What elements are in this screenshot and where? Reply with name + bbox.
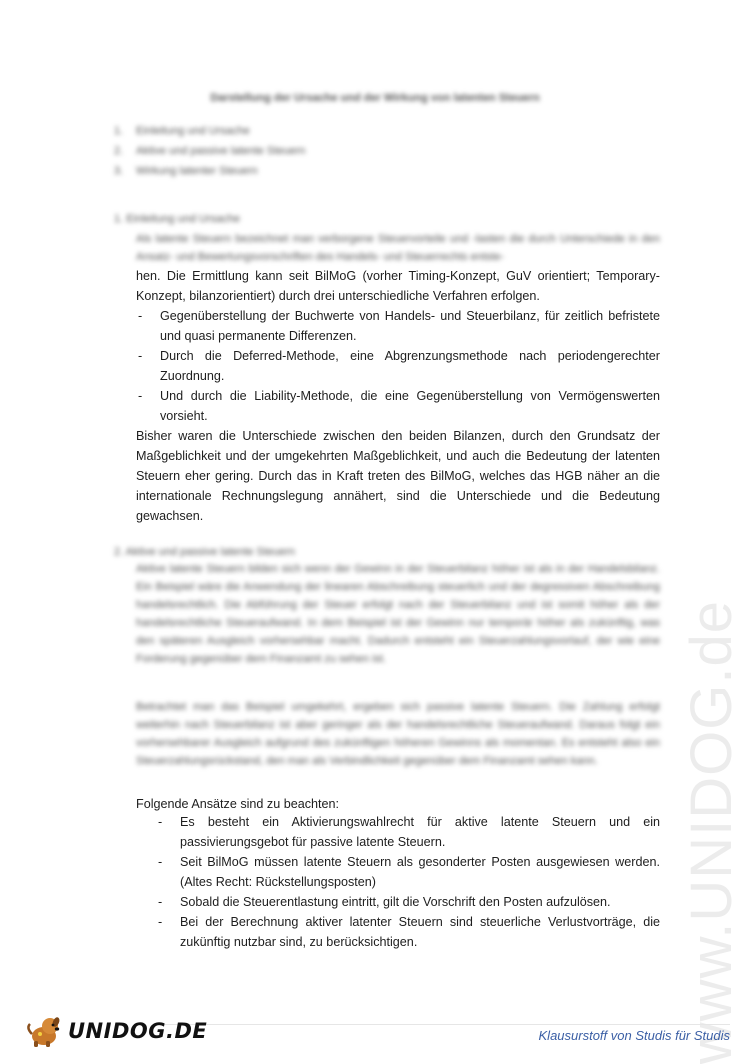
section-1-method-list [138,306,660,426]
list-item: - Seit BilMoG müssen latente Steuern als gesonderter Posten ausgewiesen werden. (Altes Recht: Rückstellungsposten) [158,855,660,889]
footer-divider [160,1024,730,1025]
list-item: - Durch die Deferred-Methode, eine Abgrenzungsmethode nach periodengerechter Zuordnung. [138,349,660,383]
list-item: - Sobald die Steuerentlastung eintritt, gilt die Vorschrift den Posten aufzulösen. [158,895,611,909]
section-2-blurred-paragraph-2: Betrachtet man das Beispiel umgekehrt, ergeben sich passive latente Steuern. Die Zahlung erfolgt weiterhin nach Steuerbilanz ist aber geringer als der handelsrechtliche Steueraufwand. Daraus folgt ein vorhersehbarer Ausgleich aufgrund des zukünftigen höheren Gewinns als momentan. Es entsteht also ein Steuerzahlungsrückstand, den man als Verbindlichkeit gegenüber dem Finanzamt sehen kann. [136,701,660,767]
section-1-blurred-intro: Als latente Steuern bezeichnet man verborgene Steuervorteile und -lasten die durch Unterschiede in den Ansatz- und Bewertungsvorschriften des Handels- und Steuerrechts entste- [136,233,660,263]
toc-item: 2. Aktive und passive latente Steuern [114,145,306,157]
toc-item: 1. Einleitung und Ursache [114,125,250,137]
section-2-heading: 2. Aktive und passive latente Steuern [114,546,296,558]
list-item: - Es besteht ein Aktivierungswahlrecht für aktive latente Steuern und ein passivierungsgebot für passive latente Steuern. [158,815,660,849]
unidog-logo [26,1014,207,1048]
list-item: - Und durch die Liability-Methode, die eine Gegenüberstellung von Vermögenswerten vorsieht. [138,389,660,423]
section-2-lead: Folgende Ansätze sind zu beachten: [136,797,340,811]
section-1-heading: 1. Einleitung und Ursache [114,213,240,225]
section-2-rules-list [158,812,660,952]
section-1-intro: hen. Die Ermittlung kann seit BilMoG (vorher Timing-Konzept, GuV orientiert; Temporary-Konzept, bilanzorientiert) durch drei unterschiedliche Verfahren erfolgen. [136,269,660,303]
dog-mascot-icon [26,1014,66,1048]
watermark: www.UNIDOG.de [679,600,744,1064]
section-1-closing: Bisher waren die Unterschiede zwischen den beiden Bilanzen, durch den Grundsatz der Maßgeblichkeit und der umgekehrten Maßgeblichkeit, und auch die Bedeutung der latenten Steuern eher gering. Durch das in Kraft treten des BilMoG, welches das HGB näher an die internationale Rechnungslegung annähert, sind die Unterschiede und die Bedeutung gewachsen. [136,429,660,523]
footer-tagline: Klausurstoff von Studis für Studis [538,1028,730,1043]
table-of-contents [114,121,305,181]
section-2-blurred-paragraph-1: Aktive latente Steuern bilden sich wenn der Gewinn in der Steuerbilanz höher ist als in der Handelsbilanz. Ein Beispiel wäre die Anwendung der linearen Abschreibung steuerlich und der degressiven Abschreibung handelsrechtlich. Die Abführung der Steuer erfolgt nach der Steuerbilanz und ist somit höher als der handelsrechtliche Steueraufwand. In dem Beispiel ist der Gewinn nur temporär höher als zukünftig, was den späteren Ausgleich vorhersehbar macht. Dadurch entsteht ein Steuerzahlungsvorlauf, der wie eine Forderung gegenüber dem Finanzamt zu sehen ist. [136,563,660,665]
list-item: - Gegenüberstellung der Buchwerte von Handels- und Steuerbilanz, für zeitlich befristete und quasi permanente Differenzen. [138,309,660,343]
toc-item: 3. Wirkung latenter Steuern [114,165,258,177]
list-item: - Bei der Berechnung aktiver latenter Steuern sind steuerliche Verlustvorträge, die zukünftig nutzbar sind, zu berücksichtigen. [158,915,660,949]
document-title: Darstellung der Ursache und der Wirkung von latenten Steuern [210,92,540,104]
logo-text: UNIDOG.DE [68,1019,208,1043]
